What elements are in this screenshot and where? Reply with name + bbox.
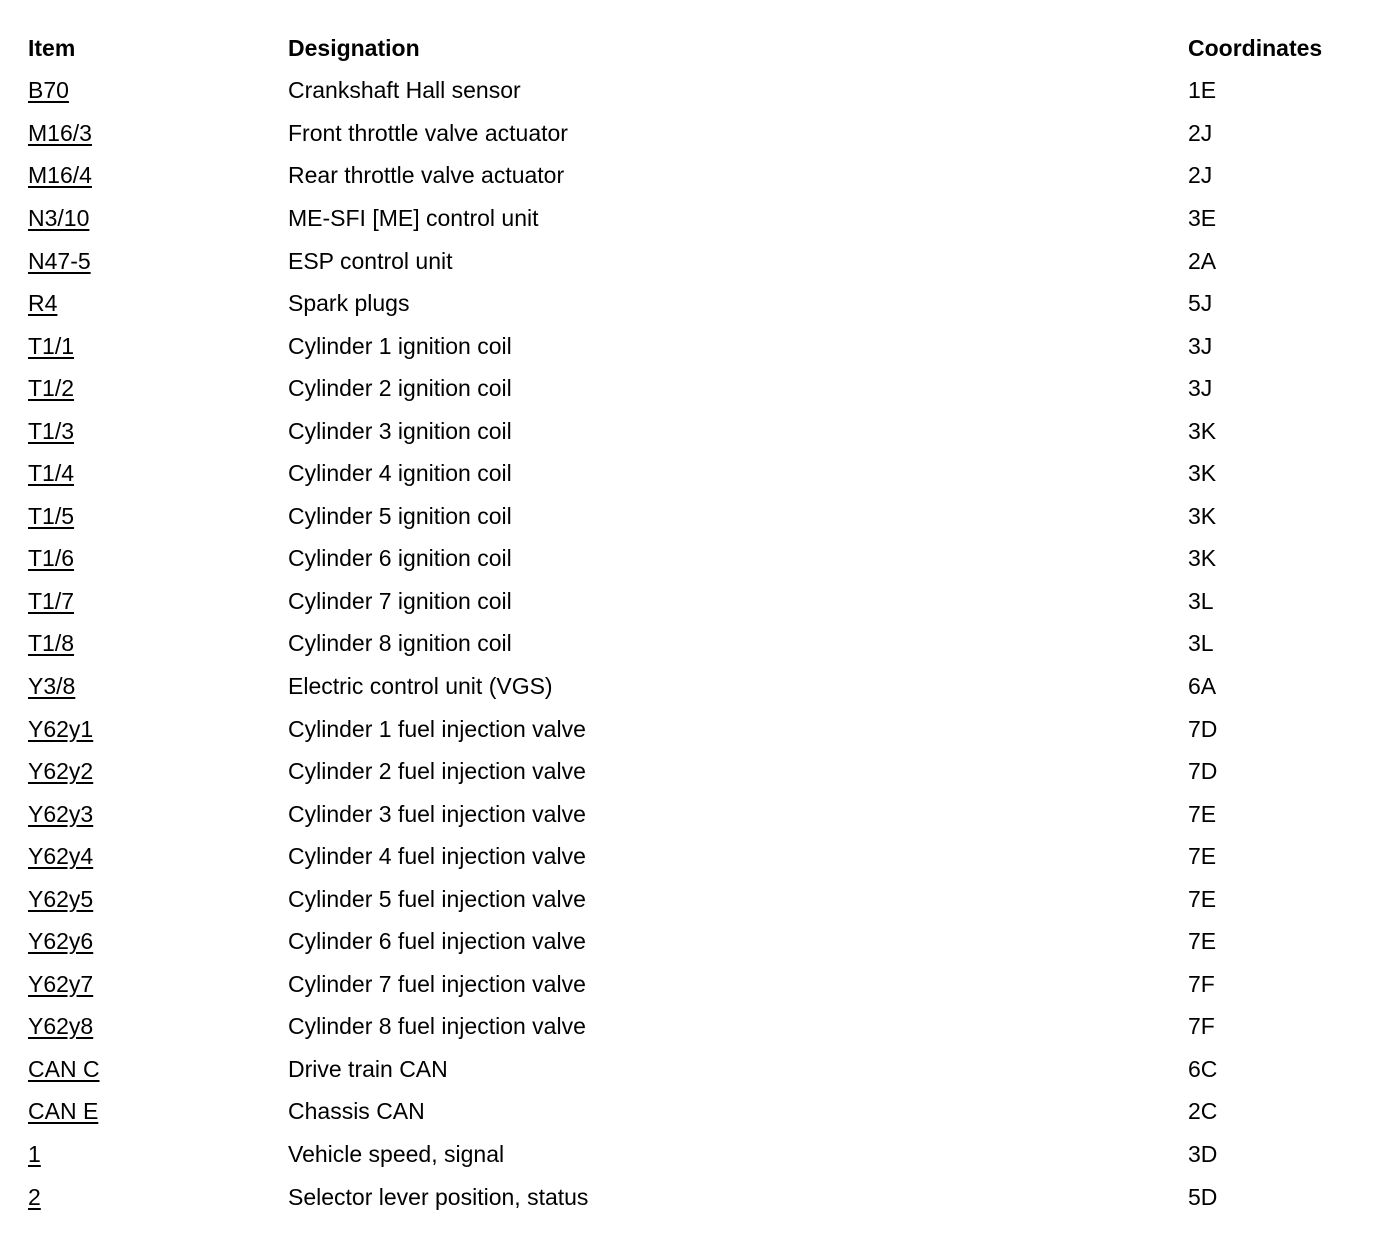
- header-item: Item: [28, 34, 76, 61]
- coordinates-cell: 3L: [1188, 587, 1214, 614]
- designation-cell: ME-SFI [ME] control unit: [288, 204, 539, 231]
- item-cell: [28, 1133, 288, 1176]
- coordinates-cell: 7E: [1188, 800, 1217, 827]
- table-row: [28, 708, 1348, 751]
- item-cell: [28, 367, 288, 410]
- item-cell: [28, 325, 288, 368]
- coordinates-cell: 2A: [1188, 247, 1217, 274]
- coordinates-cell: 3J: [1188, 375, 1213, 402]
- header-row: [28, 27, 1348, 70]
- item-cell: [28, 623, 288, 666]
- coordinates-cell: 5J: [1188, 290, 1213, 317]
- designation-cell: Cylinder 8 ignition coil: [288, 630, 512, 657]
- coordinates-cell: 3K: [1188, 545, 1217, 572]
- coordinates-cell: 5D: [1188, 1183, 1218, 1210]
- item-link[interactable]: T1/1: [28, 332, 75, 359]
- item-cell: [28, 580, 288, 623]
- coordinates-cell: 2C: [1188, 1098, 1218, 1125]
- item-cell: [28, 793, 288, 836]
- table-row: [28, 155, 1348, 198]
- table-row: [28, 112, 1348, 155]
- item-link[interactable]: B70: [28, 77, 69, 104]
- table-row: [28, 920, 1348, 963]
- designation-cell: Cylinder 8 fuel injection valve: [288, 1013, 586, 1040]
- table-row: [28, 623, 1348, 666]
- coordinates-cell: 7E: [1188, 885, 1217, 912]
- item-cell: [28, 963, 288, 1006]
- component-legend-table: [28, 27, 1348, 1218]
- table-row: [28, 282, 1348, 325]
- coordinates-cell: 2J: [1188, 119, 1213, 146]
- item-cell: [28, 70, 288, 113]
- coordinates-cell: 7D: [1188, 758, 1218, 785]
- table-row: [28, 240, 1348, 283]
- coordinates-cell: 3D: [1188, 1140, 1218, 1167]
- header-coordinates: Coordinates: [1188, 34, 1323, 61]
- item-link[interactable]: T1/8: [28, 630, 75, 657]
- designation-cell: Cylinder 4 fuel injection valve: [288, 843, 586, 870]
- item-link[interactable]: M16/3: [28, 119, 92, 146]
- table-body: [28, 70, 1348, 1219]
- item-link[interactable]: Y62y3: [28, 800, 94, 827]
- item-link[interactable]: Y62y5: [28, 885, 94, 912]
- item-link[interactable]: Y62y1: [28, 715, 94, 742]
- coordinates-cell: 3K: [1188, 417, 1217, 444]
- coordinates-cell: 7E: [1188, 843, 1217, 870]
- item-link[interactable]: T1/6: [28, 545, 75, 572]
- coordinates-cell: 6C: [1188, 1055, 1218, 1082]
- designation-cell: Rear throttle valve actuator: [288, 162, 565, 189]
- item-cell: [28, 410, 288, 453]
- table-row: [28, 70, 1348, 113]
- designation-cell: Spark plugs: [288, 290, 410, 317]
- table-row: [28, 1133, 1348, 1176]
- item-cell: [28, 197, 288, 240]
- item-link[interactable]: Y3/8: [28, 672, 76, 699]
- designation-cell: Crankshaft Hall sensor: [288, 77, 521, 104]
- item-link[interactable]: Y62y7: [28, 970, 94, 997]
- item-cell: [28, 1048, 288, 1091]
- coordinates-cell: 6A: [1188, 672, 1217, 699]
- coordinates-cell: 7F: [1188, 1013, 1215, 1040]
- designation-cell: Chassis CAN: [288, 1098, 425, 1125]
- coordinates-cell: 7E: [1188, 928, 1217, 955]
- designation-cell: Cylinder 2 ignition coil: [288, 375, 512, 402]
- header-designation: Designation: [288, 34, 420, 61]
- coordinates-cell: 1E: [1188, 77, 1217, 104]
- designation-cell: Cylinder 5 fuel injection valve: [288, 885, 586, 912]
- table-row: [28, 1176, 1348, 1219]
- table-row: [28, 538, 1348, 581]
- item-link[interactable]: CAN E: [28, 1098, 99, 1125]
- table-row: [28, 793, 1348, 836]
- designation-cell: Cylinder 7 ignition coil: [288, 587, 512, 614]
- designation-cell: Drive train CAN: [288, 1055, 448, 1082]
- table-row: [28, 963, 1348, 1006]
- item-link[interactable]: Y62y6: [28, 928, 94, 955]
- table-row: [28, 878, 1348, 921]
- table-row: [28, 410, 1348, 453]
- item-link[interactable]: Y62y8: [28, 1013, 94, 1040]
- coordinates-cell: 3L: [1188, 630, 1214, 657]
- designation-cell: Cylinder 7 fuel injection valve: [288, 970, 586, 997]
- designation-cell: ESP control unit: [288, 247, 453, 274]
- item-link[interactable]: T1/3: [28, 417, 75, 444]
- item-link[interactable]: T1/5: [28, 502, 75, 529]
- item-link[interactable]: CAN C: [28, 1055, 100, 1082]
- coordinates-cell: 3K: [1188, 502, 1217, 529]
- item-link[interactable]: Y62y4: [28, 843, 94, 870]
- table-row: [28, 1006, 1348, 1049]
- item-link[interactable]: T1/4: [28, 460, 75, 487]
- designation-cell: Cylinder 4 ignition coil: [288, 460, 512, 487]
- item-link[interactable]: M16/4: [28, 162, 92, 189]
- item-cell: [28, 155, 288, 198]
- item-link[interactable]: T1/7: [28, 587, 75, 614]
- coordinates-cell: 7F: [1188, 970, 1215, 997]
- table-row: [28, 665, 1348, 708]
- designation-cell: Cylinder 2 fuel injection valve: [288, 758, 586, 785]
- table-row: [28, 750, 1348, 793]
- designation-cell: Cylinder 5 ignition coil: [288, 502, 512, 529]
- designation-cell: Cylinder 3 ignition coil: [288, 417, 512, 444]
- item-link[interactable]: 2: [28, 1183, 41, 1210]
- item-cell: [28, 750, 288, 793]
- item-cell: [28, 282, 288, 325]
- item-cell: [28, 708, 288, 751]
- item-cell: [28, 240, 288, 283]
- designation-cell: Front throttle valve actuator: [288, 119, 568, 146]
- item-cell: [28, 112, 288, 155]
- designation-cell: Cylinder 6 fuel injection valve: [288, 928, 586, 955]
- item-cell: [28, 538, 288, 581]
- designation-cell: Vehicle speed, signal: [288, 1140, 505, 1167]
- designation-cell: Selector lever position, status: [288, 1183, 589, 1210]
- item-cell: [28, 835, 288, 878]
- table-row: [28, 495, 1348, 538]
- item-link[interactable]: N47-5: [28, 247, 91, 274]
- table-row: [28, 1091, 1348, 1134]
- table-row: [28, 580, 1348, 623]
- coordinates-cell: 3J: [1188, 332, 1213, 359]
- item-link[interactable]: Y62y2: [28, 758, 94, 785]
- coordinates-cell: 3E: [1188, 204, 1217, 231]
- item-cell: [28, 495, 288, 538]
- item-link[interactable]: R4: [28, 290, 58, 317]
- table-row: [28, 325, 1348, 368]
- table-row: [28, 1048, 1348, 1091]
- designation-cell: Cylinder 3 fuel injection valve: [288, 800, 586, 827]
- designation-cell: Cylinder 1 fuel injection valve: [288, 715, 586, 742]
- designation-cell: Electric control unit (VGS): [288, 672, 553, 699]
- table-row: [28, 197, 1348, 240]
- item-cell: [28, 452, 288, 495]
- designation-cell: Cylinder 1 ignition coil: [288, 332, 512, 359]
- item-cell: [28, 1006, 288, 1049]
- table-row: [28, 835, 1348, 878]
- coordinates-cell: 3K: [1188, 460, 1217, 487]
- coordinates-cell: 2J: [1188, 162, 1213, 189]
- designation-cell: Cylinder 6 ignition coil: [288, 545, 512, 572]
- item-cell: [28, 1091, 288, 1134]
- item-cell: [28, 878, 288, 921]
- item-link[interactable]: T1/2: [28, 375, 75, 402]
- item-link[interactable]: N3/10: [28, 204, 90, 231]
- item-link[interactable]: 1: [28, 1140, 41, 1167]
- item-cell: [28, 665, 288, 708]
- coordinates-cell: 7D: [1188, 715, 1218, 742]
- item-cell: [28, 920, 288, 963]
- table-row: [28, 452, 1348, 495]
- item-cell: [28, 1176, 288, 1219]
- table-header: [28, 27, 1348, 70]
- table-row: [28, 367, 1348, 410]
